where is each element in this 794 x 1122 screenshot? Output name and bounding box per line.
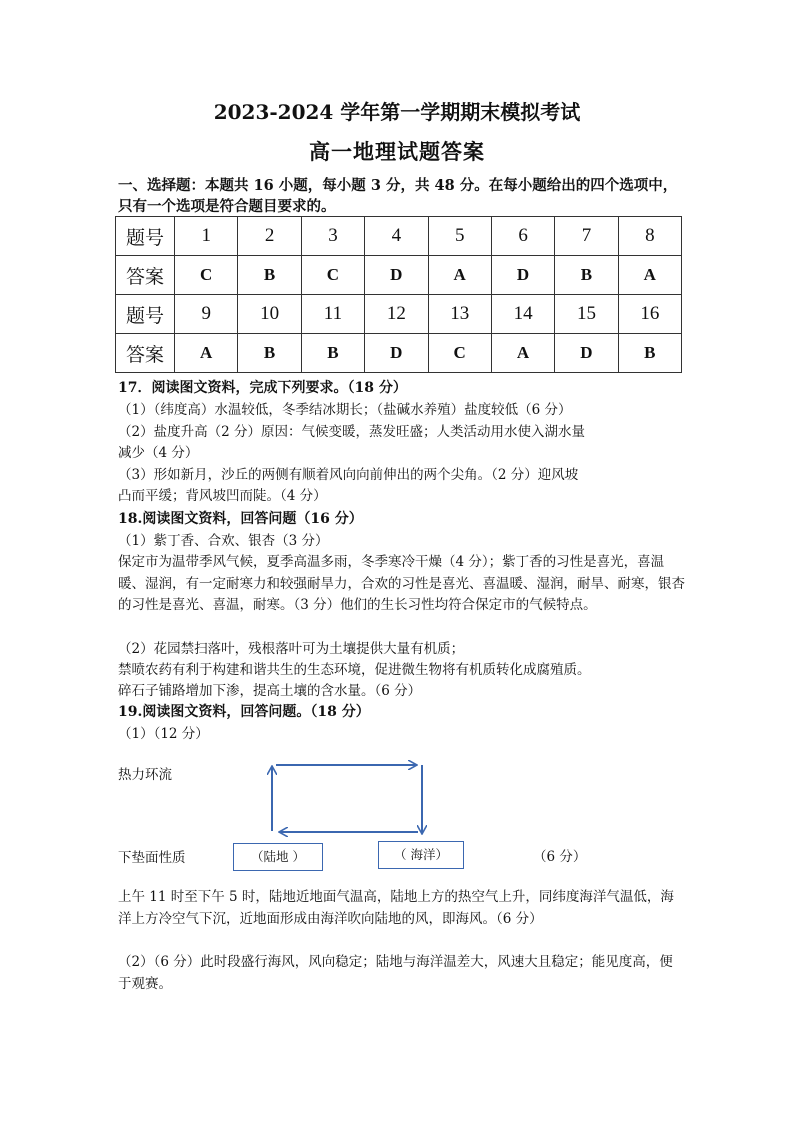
- table-cell: C: [301, 256, 364, 295]
- table-row: [116, 295, 682, 334]
- table-row: [116, 217, 682, 256]
- table-cell: 15: [555, 295, 618, 334]
- table-cell: D: [365, 334, 428, 373]
- q17-line: （1）（纬度高）水温较低，冬季结冰期长；（盐碱水养殖）盐度较低（6 分）: [118, 402, 572, 418]
- table-cell: D: [491, 256, 554, 295]
- table-cell: 8: [618, 217, 681, 256]
- table-cell: 13: [428, 295, 491, 334]
- row-label: 题号: [116, 217, 175, 256]
- table-cell: 3: [301, 217, 364, 256]
- answer-title: 高一地理试题答案: [309, 139, 485, 164]
- q18-line: 碎石子铺路增加下渗，提高土壤的含水量。（6 分）: [118, 683, 422, 699]
- table-cell: 14: [491, 295, 554, 334]
- exam-title: 2023-2024 学年第一学期期末模拟考试: [213, 100, 581, 124]
- q17-line: 凸而平缓；背风坡凹而陡。（4 分）: [118, 488, 327, 504]
- q17-line: （2）盐度升高（2 分）原因：气候变暖，蒸发旺盛；人类活动用水使入湖水量: [118, 424, 585, 440]
- row-label: 答案: [116, 256, 175, 295]
- table-cell: B: [238, 256, 301, 295]
- table-cell: B: [555, 256, 618, 295]
- table-cell: D: [555, 334, 618, 373]
- table-cell: A: [491, 334, 554, 373]
- table-row: [116, 256, 682, 295]
- table-row: [116, 334, 682, 373]
- table-cell: 9: [175, 295, 238, 334]
- label-surface: 下垫面性质: [118, 850, 186, 866]
- thermal-circulation-diagram: [230, 755, 450, 845]
- q19-heading: 19.阅读图文资料，回答问题。（18 分）: [118, 704, 370, 720]
- table-cell: D: [365, 256, 428, 295]
- row-label: 答案: [116, 334, 175, 373]
- answer-table: [115, 216, 682, 373]
- table-cell: C: [428, 334, 491, 373]
- table-cell: A: [618, 256, 681, 295]
- q18-line: 禁喷农药有利于构建和谐共生的生态环境，促进微生物将有机质转化成腐殖质。: [118, 662, 591, 678]
- row-label: 题号: [116, 295, 175, 334]
- section1-intro: 一、选择题：本题共 16 小题，每小题 3 分，共 48 分。在每小题给出的四个选项中，只有一个选项是符合题目要求的。: [118, 177, 678, 215]
- table-cell: 2: [238, 217, 301, 256]
- diagram-score: （6 分）: [533, 849, 587, 865]
- label-circulation: 热力环流: [118, 767, 172, 783]
- table-cell: B: [301, 334, 364, 373]
- table-cell: 1: [175, 217, 238, 256]
- table-cell: 7: [555, 217, 618, 256]
- sea-box: （ 海洋）: [378, 841, 464, 869]
- q19-line: （1）（12 分）: [118, 726, 209, 742]
- table-cell: 11: [301, 295, 364, 334]
- table-cell: 10: [238, 295, 301, 334]
- table-cell: 12: [365, 295, 428, 334]
- land-box: （陆地 ）: [233, 843, 323, 871]
- q17-heading: 17．阅读图文资料，完成下列要求。（18 分）: [118, 380, 407, 396]
- table-cell: A: [175, 334, 238, 373]
- q17-line: （3）形如新月，沙丘的两侧有顺着风向向前伸出的两个尖角。（2 分）迎风坡: [118, 467, 579, 483]
- table-cell: C: [175, 256, 238, 295]
- q18-line: （2）花园禁扫落叶，残根落叶可为土壤提供大量有机质；: [118, 641, 465, 657]
- table-cell: B: [238, 334, 301, 373]
- table-cell: 5: [428, 217, 491, 256]
- table-cell: 4: [365, 217, 428, 256]
- q18-heading: 18.阅读图文资料，回答问题（16 分）: [118, 511, 363, 527]
- table-cell: 6: [491, 217, 554, 256]
- table-cell: B: [618, 334, 681, 373]
- q18-paragraph: 保定市为温带季风气候，夏季高温多雨，冬季寒冷干燥（4 分）；紫丁香的习性是喜光，喜温暖、湿润，有一定耐寒力和较强耐旱力，合欢的习性是喜光、喜温暖、湿润，耐旱、耐寒，银杏的习性是喜光、喜温，耐寒。（3 分）他们的生长习性均符合保定市的气候特点。: [118, 554, 685, 613]
- q19-paragraph: 上午 11 时至下午 5 时，陆地近地面气温高，陆地上方的热空气上升，同纬度海洋气温低，海洋上方冷空气下沉，近地面形成由海洋吹向陆地的风，即海风。（6 分）: [118, 889, 674, 927]
- table-cell: 16: [618, 295, 681, 334]
- q18-line: （1）紫丁香、合欢、银杏（3 分）: [118, 533, 329, 549]
- q19-paragraph: （2）（6 分）此时段盛行海风，风向稳定；陆地与海洋温差大，风速大且稳定；能见度高，便于观赛。: [118, 954, 673, 992]
- table-cell: A: [428, 256, 491, 295]
- q17-line: 减少（4 分）: [118, 445, 199, 461]
